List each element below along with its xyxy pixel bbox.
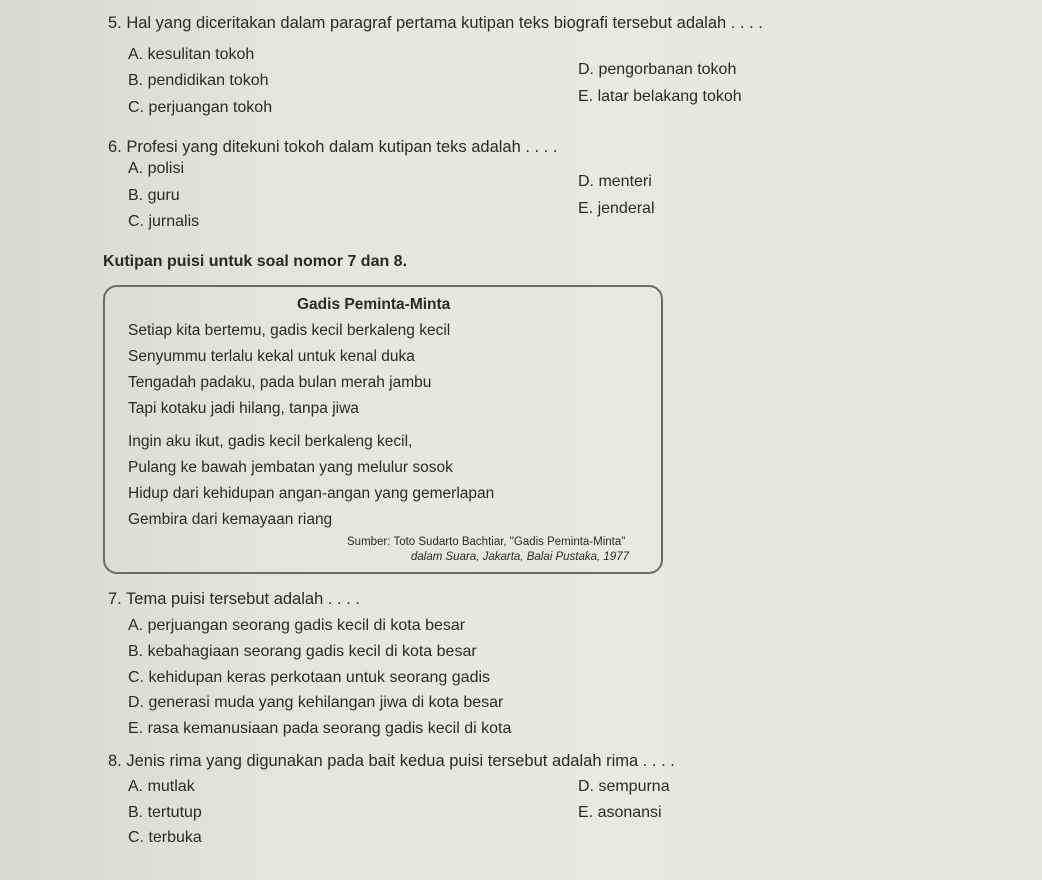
q7-option-c: C. kehidupan keras perkotaan untuk seorang gadis	[128, 669, 491, 686]
q8-option-b: B. tertutup	[128, 804, 202, 821]
q7-option-a: A. perjuangan seorang gadis kecil di kota besar	[128, 617, 466, 634]
q8-option-e: E. asonansi	[578, 804, 662, 821]
q5-option-a: A. kesulitan tokoh	[128, 46, 255, 63]
q6-option-e: E. jenderal	[578, 200, 655, 217]
poem-stanza2-line3: Hidup dari kehidupan angan-angan yang gemerlapan	[128, 485, 495, 502]
poem-stanza1-line4: Tapi kotaku jadi hilang, tanpa jiwa	[128, 400, 359, 417]
q7-option-e: E. rasa kemanusiaan pada seorang gadis kecil di kota	[128, 720, 512, 737]
poem-stanza1-line1: Setiap kita bertemu, gadis kecil berkaleng kecil	[128, 322, 451, 339]
question-6: 6. Profesi yang ditekuni tokoh dalam kutipan teks adalah . . . .	[108, 138, 558, 156]
question-7: 7. Tema puisi tersebut adalah . . . .	[108, 590, 360, 608]
q8-option-c: C. terbuka	[128, 829, 202, 846]
poem-intro: Kutipan puisi untuk soal nomor 7 dan 8.	[103, 253, 408, 270]
q5-option-b: B. pendidikan tokoh	[128, 72, 269, 89]
poem-stanza2-line2: Pulang ke bawah jembatan yang melulur sosok	[128, 459, 453, 476]
q5-option-d: D. pengorbanan tokoh	[578, 61, 737, 78]
q8-option-d: D. sempurna	[578, 778, 670, 795]
q7-option-b: B. kebahagiaan seorang gadis kecil di kota besar	[128, 643, 477, 660]
poem-source-line2: dalam Suara, Jakarta, Balai Pustaka, 1977	[411, 551, 629, 563]
question-5: 5. Hal yang diceritakan dalam paragraf pertama kutipan teks biografi tersebut adalah . . . .	[108, 14, 763, 32]
q6-option-b: B. guru	[128, 187, 180, 204]
q7-option-d: D. generasi muda yang kehilangan jiwa di kota besar	[128, 694, 504, 711]
q6-option-d: D. menteri	[578, 173, 652, 190]
poem-stanza2-line4: Gembira dari kemayaan riang	[128, 511, 333, 528]
q6-option-a: A. polisi	[128, 160, 185, 177]
q8-option-a: A. mutlak	[128, 778, 195, 795]
poem-source-line1: Sumber: Toto Sudarto Bachtiar, "Gadis Peminta-Minta"	[347, 536, 626, 548]
poem-stanza1-line2: Senyummu terlalu kekal untuk kenal duka	[128, 348, 415, 365]
poem-stanza1-line3: Tengadah padaku, pada bulan merah jambu	[128, 374, 432, 391]
poem-title: Gadis Peminta-Minta	[297, 296, 451, 313]
q5-option-e: E. latar belakang tokoh	[578, 88, 742, 105]
q6-option-c: C. jurnalis	[128, 213, 200, 230]
question-8: 8. Jenis rima yang digunakan pada bait kedua puisi tersebut adalah rima . . . .	[108, 752, 675, 770]
poem-stanza2-line1: Ingin aku ikut, gadis kecil berkaleng kecil,	[128, 433, 413, 450]
q5-option-c: C. perjuangan tokoh	[128, 99, 273, 116]
